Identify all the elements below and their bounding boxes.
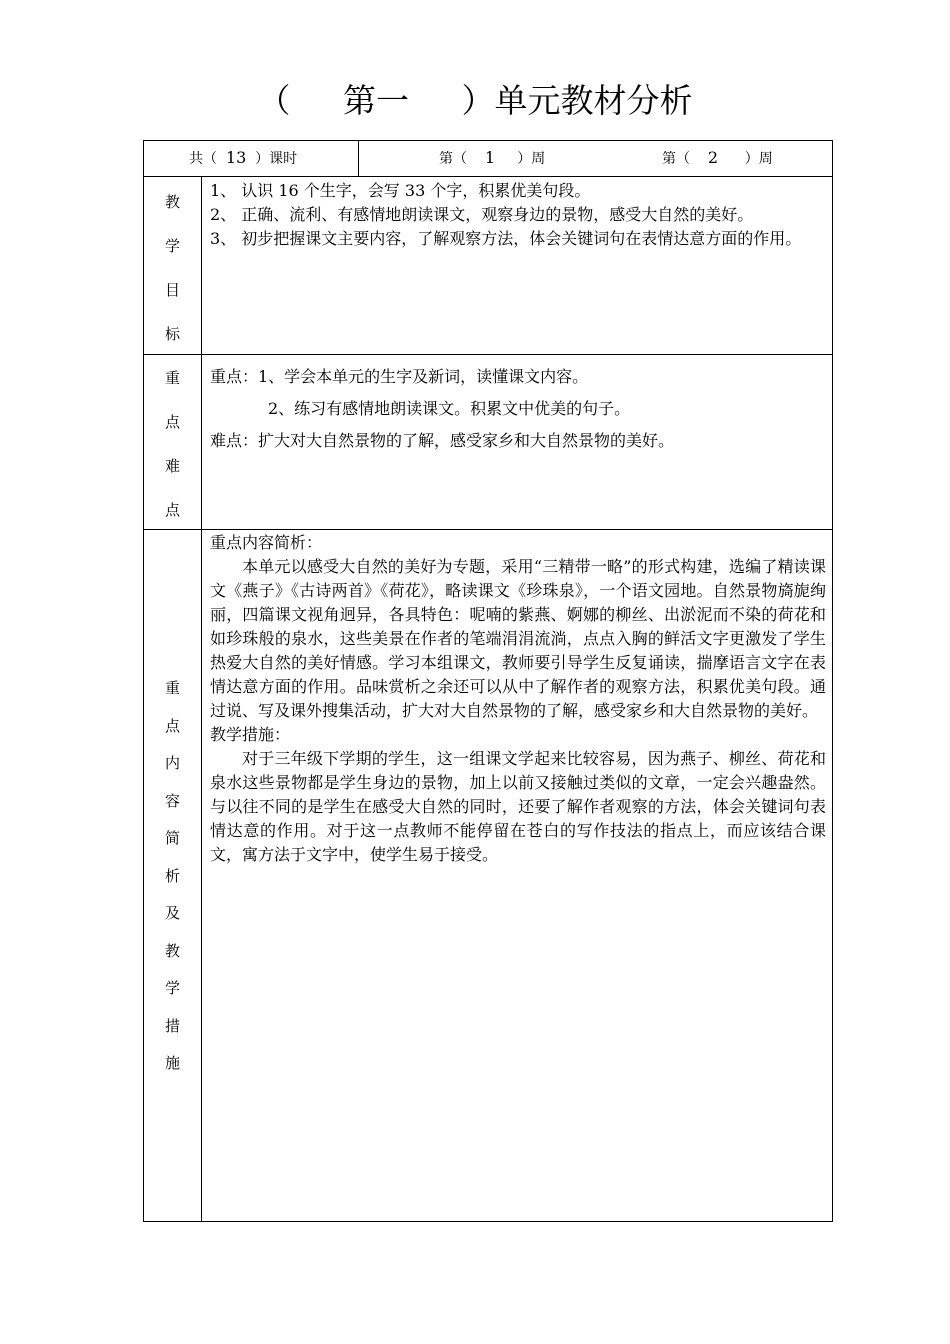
objectives-label: 教 学 目 标 bbox=[164, 193, 180, 343]
header-divider bbox=[358, 141, 359, 176]
analysis-label: 重 点 内 容 简 析 及 教 学 措 施 bbox=[164, 679, 180, 1072]
total-lessons: 共（ 13 ）课时 bbox=[189, 148, 298, 167]
row-divider bbox=[144, 354, 832, 355]
total-lessons-value: 13 bbox=[225, 148, 247, 167]
start-week: 第（ 1 ）周 bbox=[439, 148, 546, 167]
key-points-content bbox=[210, 361, 826, 457]
page-title: （ 第一 ）单元教材分析 bbox=[257, 81, 693, 120]
end-week-value: 2 bbox=[707, 148, 718, 167]
analysis-content bbox=[210, 531, 826, 867]
start-week-value: 1 bbox=[484, 148, 495, 167]
key-points-label: 重 点 难 点 bbox=[164, 369, 180, 519]
row-divider bbox=[144, 176, 832, 177]
objective-item: 3、 初步把握课文主要内容，了解观察方法，体会关键词句在表情达意方面的作用。 bbox=[210, 229, 802, 248]
measures-heading: 教学措施： bbox=[210, 725, 291, 744]
key-point-1: 重点：1、学会本单元的生字及新词，读懂课文内容。 bbox=[210, 367, 589, 386]
summary-text: 本单元以感受大自然的美好为专题，采用“三精带一略”的形式构建，选编了精读课文《燕子》《古诗两首》《荷花》，略读课文《珍珠泉》，一个语文园地。自然景物旖旎绚丽，四篇课文视角迥异，各具特色：呢喃的紫燕、婀娜的柳丝、出淤泥而不染的荷花和如珍珠般的泉水，这些美景在作者的笔端涓涓流淌，点点入胸的鲜活文字更激发了学生热爱大自然的美好情感。学习本组课文，教师要引导学生反复诵读，揣摩语言文字在表情达意方面的作用。品味赏析之余还可以从中了解作者的观察方法，积累优美句段。通过说、写及课外搜集活动，扩大对大自然景物的了解，感受家乡和大自然景物的美好。 bbox=[210, 557, 826, 720]
analysis-table bbox=[143, 140, 833, 1222]
end-week: 第（ 2 ）周 bbox=[662, 148, 773, 167]
objective-item: 1、 认识 16 个生字，会写 33 个字，积累优美句段。 bbox=[210, 181, 591, 200]
difficulty: 难点：扩大对大自然景物的了解，感受家乡和大自然景物的美好。 bbox=[210, 431, 675, 450]
objective-item: 2、 正确、流利、有感情地朗读课文，观察身边的景物，感受大自然的美好。 bbox=[210, 205, 754, 224]
key-point-2: 2、练习有感情地朗读课文。积累文中优美的句子。 bbox=[268, 399, 631, 418]
summary-heading: 重点内容简析： bbox=[210, 533, 323, 552]
measures-text: 对于三年级下学期的学生，这一组课文学起来比较容易，因为燕子、柳丝、荷花和泉水这些景物都是学生身边的景物，加上以前又接触过类似的文章，一定会兴趣盎然。与以往不同的是学生在感受大自然的同时，还要了解作者观察的方法，体会关键词句表情达意的作用。对于这一点教师不能停留在苍白的写作技法的指点上，而应该结合课文，寓方法于文字中，使学生易于接受。 bbox=[210, 749, 826, 864]
objectives-content bbox=[210, 179, 826, 251]
label-column-divider bbox=[201, 176, 202, 1222]
row-divider bbox=[144, 529, 832, 530]
